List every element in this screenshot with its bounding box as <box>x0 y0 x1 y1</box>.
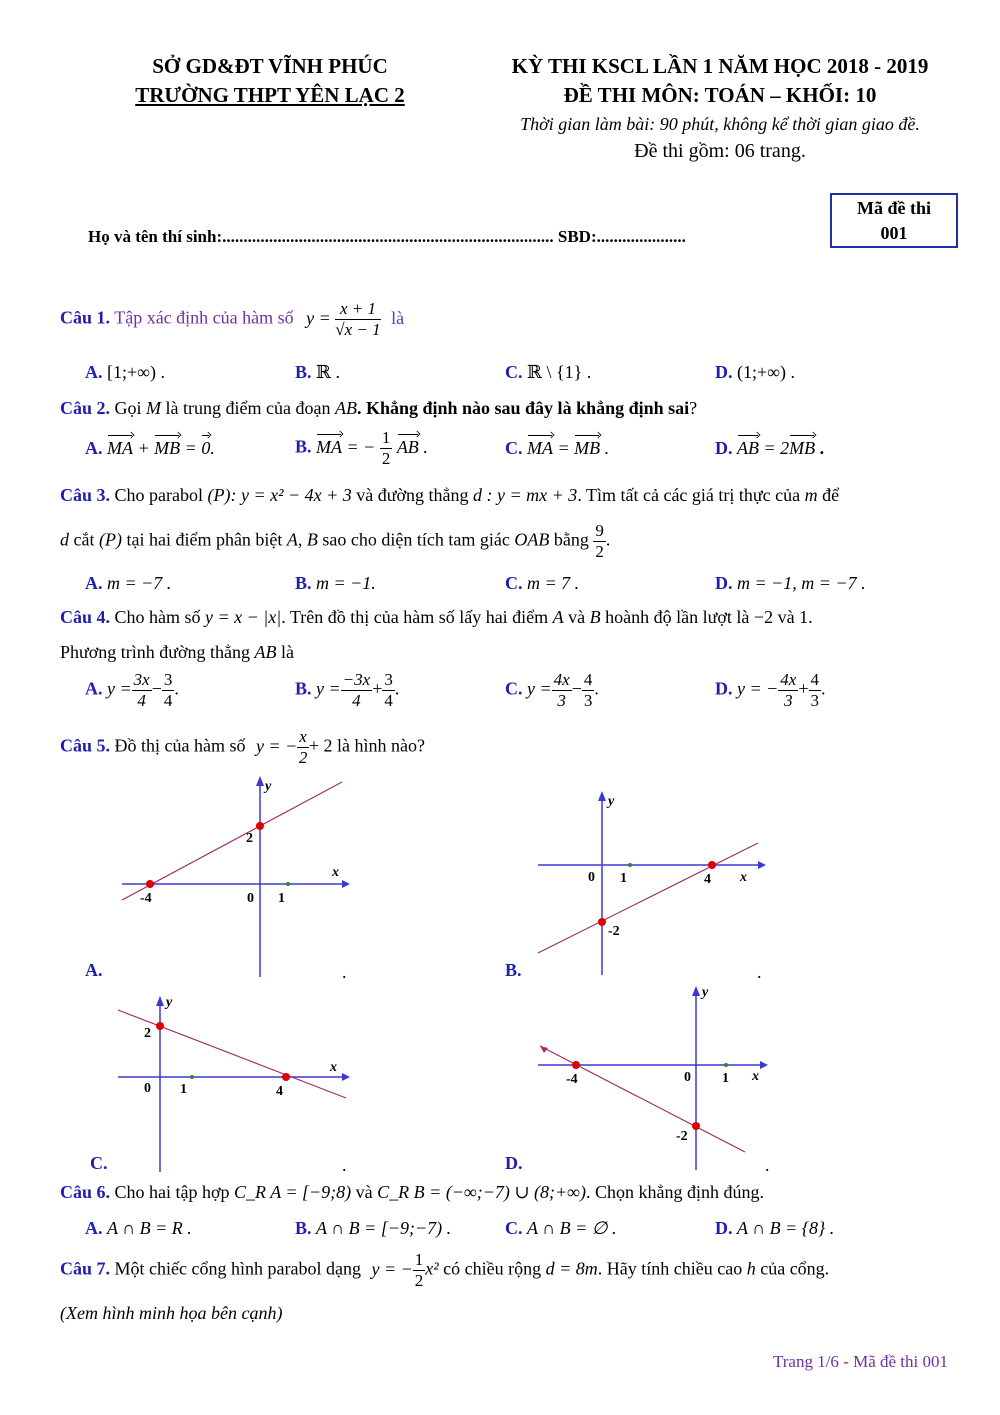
q3-ab-points: A, B <box>286 529 318 550</box>
svg-text:-4: -4 <box>566 1072 578 1087</box>
q6-d-text: A ∩ B = {8} . <box>737 1218 835 1238</box>
q3-text5: tại hai điểm phân biệt <box>126 529 283 550</box>
svg-text:-4: -4 <box>140 891 152 906</box>
q4-point-a: A <box>552 607 564 627</box>
q3-c-text: m = 7 . <box>527 573 580 593</box>
q1-numerator: x + 1 <box>335 299 380 320</box>
q2-option-a[interactable]: A. MA + MB = 0. <box>85 438 215 458</box>
question-4-line2 <box>60 642 294 663</box>
q3-b-text: m = −1. <box>316 573 376 593</box>
q4-x1: −2 <box>753 607 774 627</box>
svg-text:y: y <box>702 985 709 1000</box>
exam-subject: ĐỀ THI MÔN: TOÁN – KHỐI: 10 <box>563 83 877 107</box>
q4-va2: và <box>777 607 795 627</box>
q2-text1: Gọi <box>114 398 142 418</box>
q6-c-text: A ∩ B = ∅ . <box>527 1218 617 1238</box>
q2-text2: là trung điểm của đoạn <box>165 398 331 418</box>
q4-text2: . Trên đồ thị của hàm số lấy hai điểm <box>281 607 549 627</box>
question-3 <box>60 485 839 506</box>
q1-option-d[interactable]: D. (1;+∞) . <box>715 362 795 382</box>
q6-va: và <box>355 1182 373 1202</box>
q4-option-a[interactable]: A. y = $\frac{3x}{4}$ − $\frac{3}{4}$ . <box>85 670 179 710</box>
q1-formula-lhs: y = <box>306 307 331 328</box>
q3-a-text: m = −7 . <box>107 573 172 593</box>
q5-option-a-label[interactable]: A. <box>85 960 103 980</box>
q2-option-d[interactable]: D. AB = 2MB . <box>715 438 825 458</box>
q7-text3: . Hãy tính chiều cao <box>597 1258 743 1279</box>
exam-code-box <box>830 193 958 248</box>
q4-option-c[interactable]: C. y = $\frac{4x}{3}$ − $\frac{4}{3}$ . <box>505 670 599 710</box>
graph-option-b[interactable] <box>530 785 770 975</box>
q1-text: Tập xác định của hàm số <box>114 307 294 328</box>
q3-label: Câu 3. <box>60 485 111 505</box>
svg-text:0: 0 <box>588 870 595 885</box>
q2-ab: AB <box>334 398 357 418</box>
q5-b-dot: . <box>757 962 762 982</box>
q6-option-c[interactable]: C. A ∩ B = ∅ . <box>505 1218 617 1238</box>
q6-text2: . Chọn khẳng định đúng. <box>585 1182 764 1202</box>
q7-width: d = 8m <box>545 1258 598 1279</box>
q4-text1: Cho hàm số <box>114 607 201 627</box>
question-7 <box>60 1250 829 1291</box>
q4-label: Câu 4. <box>60 607 111 627</box>
q5-text2: là hình nào? <box>337 735 425 756</box>
q5-label: Câu 5. <box>60 735 111 756</box>
q2-qmark: ? <box>689 398 698 418</box>
question-2 <box>60 398 697 419</box>
question-1 <box>60 299 404 340</box>
q3-bang: bằng <box>553 529 589 550</box>
q6-option-d[interactable]: D. A ∩ B = {8} . <box>715 1218 835 1238</box>
q7-label: Câu 7. <box>60 1258 111 1279</box>
question-4 <box>60 607 813 628</box>
school-department: SỞ GD&ĐT VĨNH PHÚC <box>152 54 388 78</box>
svg-text:y: y <box>265 779 272 794</box>
q3-option-b[interactable]: B. m = −1. <box>295 573 376 593</box>
q4-option-b[interactable]: B. y = $\frac{-3x}{4}$ + $\frac{3}{4}$ . <box>295 670 400 710</box>
svg-text:-2: -2 <box>676 1129 688 1144</box>
q3-text1: Cho parabol <box>114 485 203 505</box>
q5-fraction: $\frac{x}{2}$ <box>298 727 308 767</box>
q3-option-c[interactable]: C. m = 7 . <box>505 573 580 593</box>
q1-b-text: ℝ . <box>316 362 340 382</box>
page-footer: Trang 1/6 - Mã đề thi 001 <box>772 1352 948 1371</box>
svg-text:1: 1 <box>722 1071 729 1086</box>
q5-func-lhs: y = − <box>256 735 298 756</box>
school-name: TRƯỜNG THPT YÊN LẠC 2 <box>135 83 405 107</box>
q1-d-text: (1;+∞) . <box>737 362 795 382</box>
q3-option-d[interactable]: D. m = −1, m = −7 . <box>715 573 866 593</box>
svg-text:4: 4 <box>276 1084 283 1099</box>
q2-option-c[interactable]: C. MA = MB . <box>505 438 610 458</box>
q5-option-b-label[interactable]: B. <box>505 960 522 980</box>
q4-la: là <box>281 642 295 662</box>
q2-sai: sai <box>668 398 690 418</box>
q1-option-b[interactable]: B. ℝ . <box>295 362 340 382</box>
q5-d-dot: . <box>765 1155 770 1175</box>
q5-func-rhs: + 2 <box>308 735 333 756</box>
q3-line: d : y = mx + 3 <box>473 485 578 505</box>
q7-fraction: $\frac{1}{2}$ <box>414 1250 424 1290</box>
q5-a-dot: . <box>342 962 347 982</box>
q1-label: Câu 1. <box>60 307 111 328</box>
svg-text:1: 1 <box>278 891 285 906</box>
svg-text:2: 2 <box>144 1026 151 1041</box>
q5-option-c-label[interactable]: C. <box>90 1153 108 1173</box>
q7-note: (Xem hình minh họa bên cạnh) <box>60 1303 283 1323</box>
svg-text:1: 1 <box>620 871 627 886</box>
exam-code-value: 001 <box>880 223 908 243</box>
svg-text:0: 0 <box>247 891 254 906</box>
q7-h: h <box>746 1258 756 1279</box>
q1-a-text: [1;+∞) . <box>107 362 165 382</box>
q6-set-a: C_R A = [−9;8) <box>234 1182 352 1202</box>
question-5 <box>60 727 425 768</box>
q1-option-a[interactable]: A. [1;+∞) . <box>85 362 165 382</box>
q2-label: Câu 2. <box>60 398 111 418</box>
q6-b-text: A ∩ B = [−9;−7) . <box>316 1218 452 1238</box>
question-3-line2: d cắt (P) tại hai điểm phân biệt A, B sao cho diện tích tam giác OAB bằng $\frac{9}{2}$ . <box>60 521 611 561</box>
q6-label: Câu 6. <box>60 1182 111 1202</box>
svg-text:1: 1 <box>180 1082 187 1097</box>
pages-note: Đề thi gồm: 06 trang. <box>634 140 806 162</box>
svg-text:y: y <box>166 995 173 1010</box>
q6-text1: Cho hai tập hợp <box>114 1182 230 1202</box>
q5-c-dot: . <box>342 1155 347 1175</box>
q1-c-text: ℝ \ {1} . <box>527 362 592 382</box>
q5-option-d-label[interactable]: D. <box>505 1153 523 1173</box>
q7-text2: có chiều rộng <box>443 1258 542 1279</box>
svg-text:x: x <box>752 1069 759 1084</box>
q3-m: m <box>804 485 818 505</box>
q3-area-fraction: $\frac{9}{2}$ <box>595 521 604 561</box>
q4-line2-text: Phương trình đường thẳng <box>60 642 251 662</box>
q3-p: (P) <box>98 529 122 550</box>
q3-cat: cắt <box>73 529 95 550</box>
q4-point-b: B <box>589 607 601 627</box>
q2-option-b[interactable]: B. MA = − $\frac{1}{2}$ AB . <box>295 428 428 468</box>
candidate-info-line: Họ và tên thí sinh:.............................................................................. SBD:..................... <box>88 227 686 246</box>
q7-func-lhs: y = − <box>371 1258 413 1279</box>
svg-text:x: x <box>740 870 747 885</box>
svg-text:-2: -2 <box>608 924 620 939</box>
svg-text:x: x <box>332 865 339 880</box>
q6-set-b: C_R B = (−∞;−7) ∪ (8;+∞) <box>377 1182 586 1202</box>
q1-fraction <box>335 299 380 340</box>
q6-option-a[interactable]: A. A ∩ B = R . <box>85 1218 192 1238</box>
q4-text3: hoành độ lần lượt là <box>605 607 750 627</box>
q3-text2: và đường thẳng <box>356 485 469 505</box>
q3-d-text: m = −1, m = −7 . <box>737 573 866 593</box>
q7-text1: Một chiếc cổng hình parabol dạng <box>114 1258 361 1279</box>
q4-option-d[interactable]: D. y = − $\frac{4x}{3}$ + $\frac{4}{3}$ . <box>715 670 826 710</box>
graph-option-c[interactable] <box>110 990 355 1172</box>
q2-text3: . Khẳng định nào sau đây là khẳng định <box>356 398 664 418</box>
q3-text6: sao cho diện tích tam giác <box>322 529 510 550</box>
q6-option-b[interactable]: B. A ∩ B = [−9;−7) . <box>295 1218 452 1238</box>
q3-parabola: (P): y = x² − 4x + 3 <box>207 485 352 505</box>
svg-text:4: 4 <box>704 872 711 887</box>
exam-title: KỲ THI KSCL LẦN 1 NĂM HỌC 2018 - 2019 <box>511 54 929 78</box>
time-note: Thời gian làm bài: 90 phút, không kể thời gian giao đề. <box>520 114 920 134</box>
q6-a-text: A ∩ B = R . <box>107 1218 192 1238</box>
q7-func-rhs: x² <box>425 1258 439 1279</box>
q3-oab: OAB <box>514 529 550 550</box>
svg-text:2: 2 <box>246 831 253 846</box>
q1-option-c[interactable]: C. ℝ \ {1} . <box>505 362 592 382</box>
q3-option-a[interactable]: A. m = −7 . <box>85 573 172 593</box>
q1-denominator: √x − 1 <box>335 320 381 339</box>
question-6 <box>60 1182 764 1203</box>
q1-end: là <box>391 307 405 328</box>
svg-text:0: 0 <box>684 1070 691 1085</box>
graph-option-a[interactable] <box>110 772 350 977</box>
q2-m: M <box>146 398 162 418</box>
q4-function: y = x − |x| <box>205 607 282 627</box>
q4-x2: 1. <box>799 607 813 627</box>
graph-option-d[interactable] <box>530 980 775 1170</box>
q3-d: d <box>60 529 69 550</box>
q4-ab: AB <box>254 642 277 662</box>
q5-text1: Đồ thị của hàm số <box>114 735 246 756</box>
q3-text4: để <box>822 485 840 505</box>
q7-text4: của cổng. <box>760 1258 830 1279</box>
exam-code-label: Mã đề thi <box>857 198 931 218</box>
svg-text:0: 0 <box>144 1081 151 1096</box>
svg-text:y: y <box>608 794 615 809</box>
svg-text:x: x <box>330 1060 337 1075</box>
q4-va: và <box>568 607 586 627</box>
q3-text3: . Tìm tất cả các giá trị thực của <box>577 485 801 505</box>
